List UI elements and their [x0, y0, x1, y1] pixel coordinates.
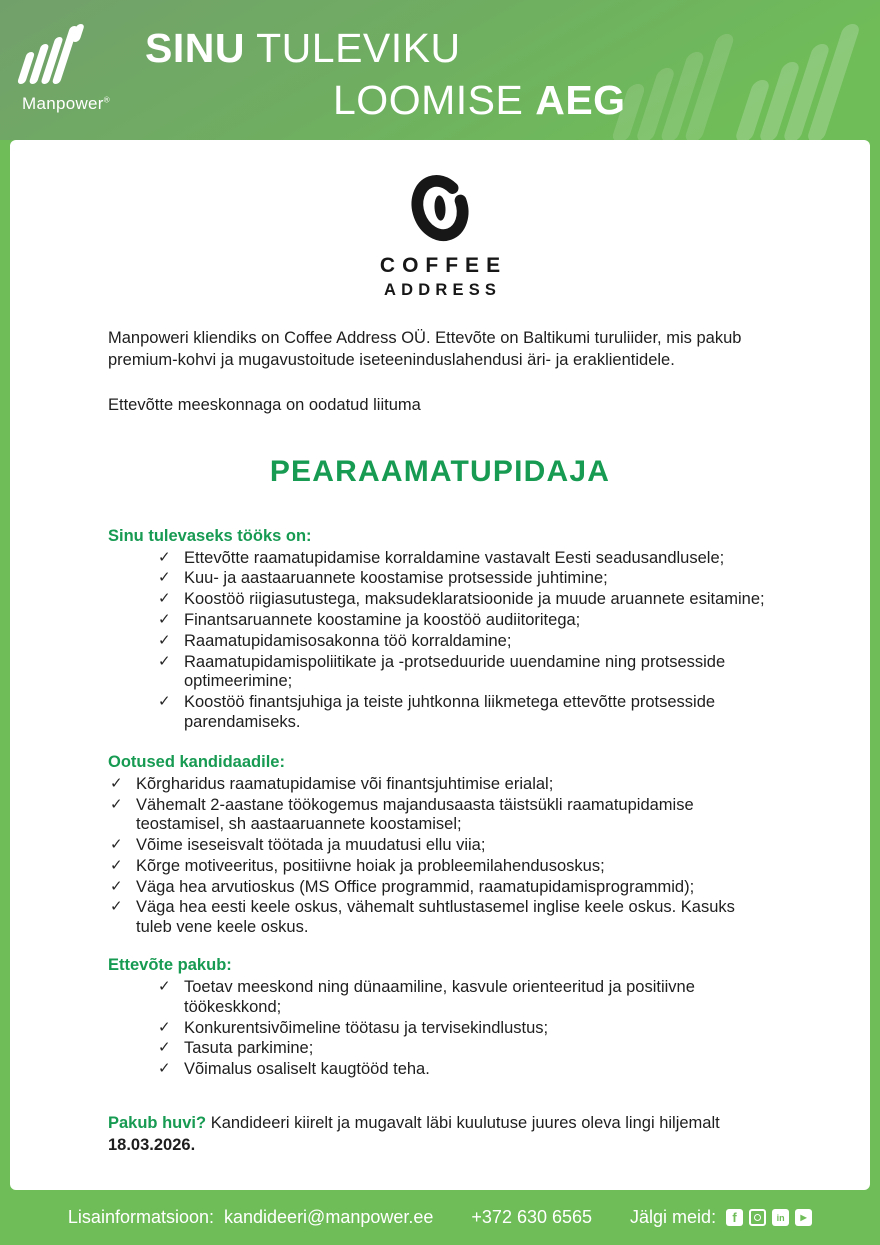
intro-paragraph: Manpoweri kliendiks on Coffee Address OÜ. Ettevõte on Baltikumi turuliider, mis pakub premium-kohvi ja mugavustoitude iseteeninduslahendusi äri- ja eraklientidele. [108, 329, 742, 369]
check-icon: ✓ [158, 652, 171, 670]
section-duties-heading: Sinu tulevaseks tööks on: [108, 526, 312, 545]
youtube-icon[interactable]: ▶ [795, 1209, 812, 1226]
headline-line2-rest: LOOMISE [333, 77, 536, 124]
header-banner [0, 0, 880, 140]
check-icon: ✓ [110, 877, 123, 895]
cta-lead: Pakub huvi? [108, 1114, 207, 1133]
check-icon: ✓ [158, 1039, 171, 1057]
check-icon: ✓ [158, 1060, 171, 1078]
check-icon: ✓ [158, 548, 171, 566]
list-item: ✓ Vähemalt 2-aastane töökogemus majandusaasta täistsükli raamatupidamise teostamisel, sh aastaaruannete koostamisel; [110, 795, 694, 834]
list-item: ✓ Kõrge motiveeritus, positiivne hoiak ja probleemilahendusoskus; [110, 856, 605, 875]
section-expectations [108, 753, 772, 938]
list-item: ✓ Konkurentsivõimeline töötasu ja tervisekindlustus; [158, 1018, 549, 1037]
list-item: ✓ Võimalus osaliselt kaugtööd teha. [158, 1060, 430, 1079]
footer-info-label: Lisainformatsioon: [67, 1207, 214, 1227]
check-icon: ✓ [110, 898, 123, 916]
footer-bar [0, 1190, 880, 1245]
list-item: ✓ Väga hea arvutioskus (MS Office programmid, raamatupidamisprogrammid); [110, 877, 695, 896]
footer-follow-label: Jälgi meid: [630, 1207, 717, 1227]
list-item: ✓ Ettevõtte raamatupidamise korraldamine vastavalt Eesti seadusandlusele; [158, 548, 725, 567]
cta-deadline: 18.03.2026. [108, 1136, 196, 1155]
registered-mark: ® [103, 95, 110, 105]
address-wordmark: ADDRESS [384, 281, 502, 299]
manpower-watermark-icon [620, 0, 842, 142]
instagram-icon[interactable] [749, 1209, 766, 1226]
list-item: ✓ Raamatupidamispoliitikate ja -protseduuride uuendamine ning protsesside optimeerimine; [158, 652, 726, 691]
check-icon: ✓ [110, 836, 123, 854]
manpower-wordmark: Manpower® [22, 94, 110, 113]
section-offer-heading: Ettevõte pakub: [108, 956, 232, 975]
check-icon: ✓ [158, 978, 171, 996]
section-offer [108, 956, 772, 1080]
cta-text: Kandideeri kiirelt ja mugavalt läbi kuulutuse juures oleva lingi hiljemalt [206, 1114, 720, 1133]
list-item: ✓ Väga hea eesti keele oskus, vähemalt suhtlustasemel inglise keele oskus. Kasuks tuleb vene keele oskus. [110, 898, 735, 937]
headline-line1-rest: TULEVIKU [244, 25, 461, 71]
check-icon: ✓ [158, 610, 171, 628]
content-card [10, 140, 870, 1190]
expectations-list [108, 775, 772, 938]
list-item: ✓ Kuu- ja aastaaruannete koostamise protsesside juhtimine; [158, 569, 608, 588]
list-item: ✓ Kõrgharidus raamatupidamise või finantsjuhtimise erialal; [110, 774, 554, 793]
cta-paragraph [108, 1112, 772, 1134]
check-icon: ✓ [158, 590, 171, 608]
coffee-address-logo [108, 166, 772, 300]
invite-line: Ettevõtte meeskonnaga on oodatud liituma [108, 395, 421, 414]
section-duties [108, 527, 772, 733]
headline-line2-bold: AEG [535, 77, 626, 124]
section-expectations-heading: Ootused kandidaadile: [108, 752, 285, 771]
job-title: PEARAAMATUPIDAJA [269, 454, 611, 488]
check-icon: ✓ [110, 795, 123, 813]
headline-line1-bold: SINU [145, 25, 245, 71]
check-icon: ✓ [158, 693, 171, 711]
list-item: ✓ Tasuta parkimine; [158, 1039, 314, 1058]
footer-phone: +372 630 6565 [471, 1207, 593, 1227]
manpower-logo [22, 26, 110, 114]
list-item: ✓ Toetav meeskond ning dünaamiline, kasvule orienteeritud ja positiivne töökeskkond; [158, 978, 695, 1016]
manpower-logo-icon [22, 26, 110, 84]
headline [145, 22, 626, 127]
facebook-icon[interactable]: f [726, 1209, 743, 1226]
check-icon: ✓ [110, 774, 123, 792]
check-icon: ✓ [158, 569, 171, 587]
check-icon: ✓ [158, 1018, 171, 1036]
check-icon: ✓ [110, 856, 123, 874]
list-item: ✓ Raamatupidamisosakonna töö korraldamine; [158, 631, 512, 650]
duties-list [108, 549, 772, 733]
offer-list [108, 978, 772, 1080]
social-icons [726, 1209, 812, 1226]
list-item: ✓ Koostöö riigiasutustega, maksudeklaratsioonide ja muude aruannete esitamine; [158, 590, 765, 609]
check-icon: ✓ [158, 631, 171, 649]
list-item: ✓ Võime iseseisvalt töötada ja muudatusi ellu viia; [110, 836, 486, 855]
footer-email-link[interactable]: kandideeri@manpower.ee [224, 1207, 434, 1227]
list-item: ✓ Finantsaruannete koostamine ja koostöö audiitoritega; [158, 610, 581, 629]
linkedin-icon[interactable]: in [772, 1209, 789, 1226]
coffee-address-mark-icon [398, 166, 482, 250]
coffee-wordmark: COFFEE [379, 254, 508, 277]
list-item: ✓ Koostöö finantsjuhiga ja teiste juhtkonna liikmetega ettevõtte protsesside parendamiseks. [158, 693, 716, 731]
